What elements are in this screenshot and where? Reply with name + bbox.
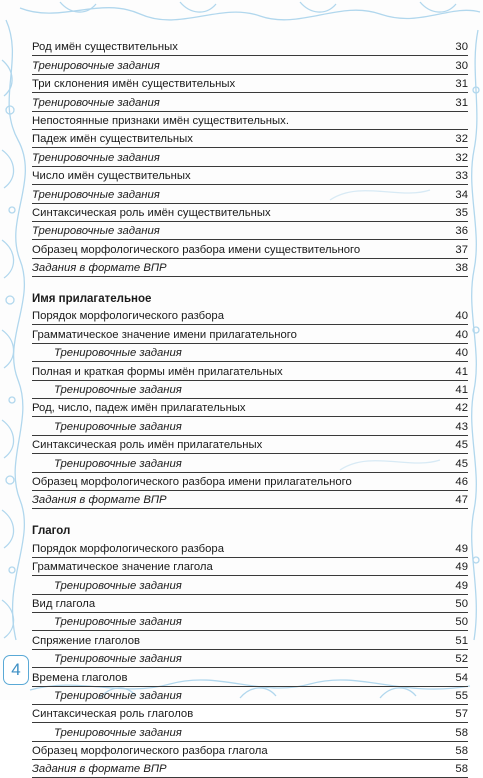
toc-entry-title: Вид глагола xyxy=(32,597,96,610)
toc-entry xyxy=(32,307,468,325)
toc-entry-page: 38 xyxy=(455,262,468,275)
toc-entry xyxy=(32,723,468,741)
toc-section xyxy=(32,307,468,509)
toc-entry xyxy=(32,204,468,222)
toc-section xyxy=(32,539,468,778)
toc-entry xyxy=(32,705,468,723)
toc-entry-page: 45 xyxy=(455,439,468,452)
toc-entry xyxy=(32,93,468,111)
toc-entry-page: 41 xyxy=(455,384,468,397)
toc-entry-title: Тренировочные задания xyxy=(54,347,182,360)
toc-entry-title: Тренировочные задания xyxy=(54,689,182,702)
toc-entry-title: Синтаксическая роль имён прилагательных xyxy=(32,439,263,452)
toc-entry-page: 31 xyxy=(455,96,468,109)
toc-entry-title: Порядок морфологического разбора xyxy=(32,310,224,323)
toc-entry-page: 45 xyxy=(455,457,468,470)
toc-entry-title: Образец морфологического разбора глагола xyxy=(32,745,268,758)
toc-entry-title: Тренировочные задания xyxy=(54,616,182,629)
toc-entry xyxy=(32,613,468,631)
toc-entry-title: Грамматическое значение имени прилагательного xyxy=(32,328,297,341)
toc-entry-title: Тренировочные задания xyxy=(32,96,160,109)
toc-entry-page: 31 xyxy=(455,78,468,91)
toc-entry-title: Род имён существительных xyxy=(32,41,178,54)
toc-entry xyxy=(32,539,468,557)
toc-entry xyxy=(32,167,468,185)
page-number: 4 xyxy=(3,655,29,685)
toc-entry-page: 30 xyxy=(455,59,468,72)
toc-entry xyxy=(32,148,468,166)
toc-entry xyxy=(32,595,468,613)
toc-entry-page: 54 xyxy=(455,671,468,684)
toc-entry xyxy=(32,344,468,362)
toc-entry-page: 49 xyxy=(455,561,468,574)
toc-entry-page: 32 xyxy=(455,133,468,146)
toc-entry-page: 40 xyxy=(455,328,468,341)
toc-entry xyxy=(32,112,468,130)
toc-entry xyxy=(32,362,468,380)
toc-entry xyxy=(32,576,468,594)
toc-entry xyxy=(32,650,468,668)
toc-entry-page: 43 xyxy=(455,420,468,433)
toc-entry-title: Спряжение глаголов xyxy=(32,634,141,647)
toc-entry-page: 50 xyxy=(455,616,468,629)
toc-entry-title: Три склонения имён существительных xyxy=(32,78,236,91)
toc-entry xyxy=(32,259,468,277)
toc-entry-title: Образец морфологического разбора имени существительного xyxy=(32,243,361,256)
toc-entry xyxy=(32,436,468,454)
toc-entry xyxy=(32,56,468,74)
toc-entry xyxy=(32,558,468,576)
toc-entry-title: Синтаксическая роль имён существительных xyxy=(32,206,271,219)
toc-entry xyxy=(32,454,468,472)
toc-entry xyxy=(32,668,468,686)
toc-entry-page: 35 xyxy=(455,206,468,219)
toc-entry-page: 40 xyxy=(455,310,468,323)
toc-entry-title: Грамматическое значение глагола xyxy=(32,561,213,574)
toc-entry-title: Тренировочные задания xyxy=(32,59,160,72)
toc-entry xyxy=(32,222,468,240)
toc-entry-title: Число имён существительных xyxy=(32,170,191,183)
toc-entry-title: Порядок морфологического разбора xyxy=(32,542,224,555)
toc-entry-title: Тренировочные задания xyxy=(54,726,182,739)
toc-entry xyxy=(32,473,468,491)
toc-entry-page: 34 xyxy=(455,188,468,201)
toc-entry-title: Задания в формате ВПР xyxy=(32,262,167,275)
toc-entry-page: 37 xyxy=(455,243,468,256)
toc-entry-page: 58 xyxy=(455,726,468,739)
toc-entry-page: 42 xyxy=(455,402,468,415)
toc-entry-title: Тренировочные задания xyxy=(32,151,160,164)
toc-entry xyxy=(32,742,468,760)
toc-entry-page: 36 xyxy=(455,225,468,238)
toc-entry-title: Тренировочные задания xyxy=(54,653,182,666)
toc-entry-page: 58 xyxy=(455,763,468,776)
toc-entry-title: Непостоянные признаки имён существительных. xyxy=(32,114,289,127)
toc-entry-title: Времена глаголов xyxy=(32,671,128,684)
toc-entry-page: 32 xyxy=(455,151,468,164)
toc-entry-page: 58 xyxy=(455,745,468,758)
toc-entry-page: 33 xyxy=(455,170,468,183)
section-heading: Глагол xyxy=(32,525,71,538)
toc-entry-title: Тренировочные задания xyxy=(54,457,182,470)
toc-entry-page: 49 xyxy=(455,542,468,555)
toc-entry xyxy=(32,185,468,203)
toc-entry-title: Род, число, падеж имён прилагательных xyxy=(32,402,246,415)
toc-entry-page: 30 xyxy=(455,41,468,54)
toc-entry xyxy=(32,491,468,509)
toc-entry-page: 57 xyxy=(455,708,468,721)
toc-entry xyxy=(32,631,468,649)
toc-entry xyxy=(32,417,468,435)
toc-entry-title: Полная и краткая формы имён прилагательных xyxy=(32,365,283,378)
toc-entry-page: 51 xyxy=(455,634,468,647)
toc-entry xyxy=(32,399,468,417)
toc-entry-title: Тренировочные задания xyxy=(32,188,160,201)
toc-entry-page: 49 xyxy=(455,579,468,592)
toc-entry-page: 52 xyxy=(455,653,468,666)
section-heading: Имя прилагательное xyxy=(32,293,152,306)
toc-entry-title: Падеж имён существительных xyxy=(32,133,193,146)
toc-entry xyxy=(32,240,468,258)
toc-entry-page: 55 xyxy=(455,689,468,702)
toc-entry-page: 50 xyxy=(455,597,468,610)
toc-entry xyxy=(32,75,468,93)
toc-entry-title: Тренировочные задания xyxy=(32,225,160,238)
toc-entry xyxy=(32,687,468,705)
toc-entry xyxy=(32,38,468,56)
toc-section xyxy=(32,38,468,277)
toc-entry-page: 47 xyxy=(455,494,468,507)
toc-entry xyxy=(32,760,468,778)
table-of-contents xyxy=(32,38,468,778)
toc-entry-page: 41 xyxy=(455,365,468,378)
toc-entry-title: Тренировочные задания xyxy=(54,384,182,397)
toc-entry-title: Задания в формате ВПР xyxy=(32,494,167,507)
toc-entry-title: Задания в формате ВПР xyxy=(32,763,167,776)
toc-entry-title: Тренировочные задания xyxy=(54,579,182,592)
toc-entry-page: 40 xyxy=(455,347,468,360)
toc-entry xyxy=(32,325,468,343)
toc-entry-title: Тренировочные задания xyxy=(54,420,182,433)
toc-entry-page: 46 xyxy=(455,475,468,488)
toc-entry xyxy=(32,381,468,399)
toc-entry xyxy=(32,130,468,148)
toc-entry-title: Синтаксическая роль глаголов xyxy=(32,708,194,721)
toc-entry-title: Образец морфологического разбора имени прилагательного xyxy=(32,475,352,488)
